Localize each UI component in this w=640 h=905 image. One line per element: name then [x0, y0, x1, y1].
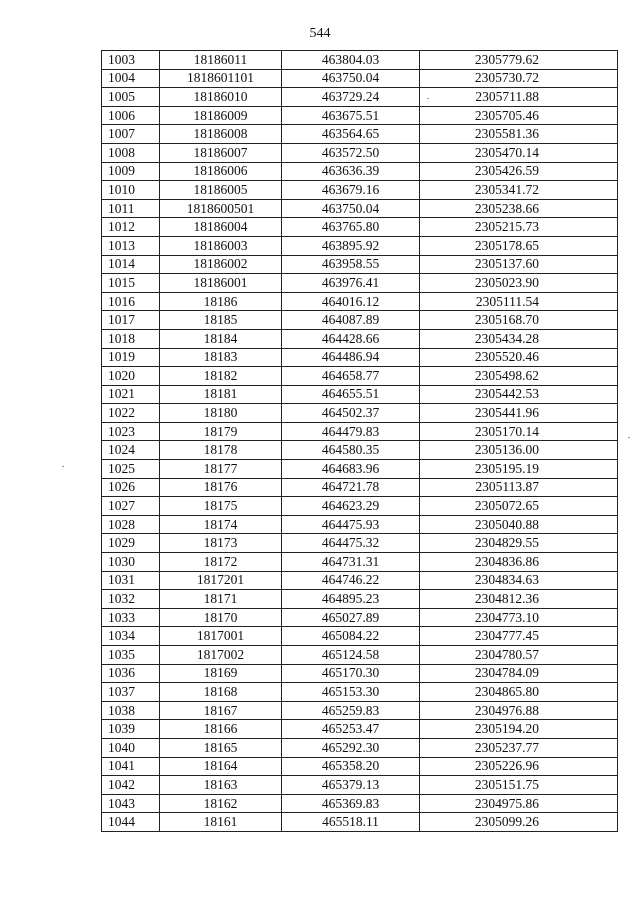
y-coordinate-cell: 2305099.26 — [420, 813, 618, 832]
point-id-cell: 18183 — [160, 348, 282, 367]
table-row — [102, 274, 618, 293]
x-coordinate-cell: 463679.16 — [282, 181, 420, 200]
y-coordinate-cell: 2305442.53 — [420, 385, 618, 404]
point-number-cell: 1036 — [102, 664, 160, 683]
point-id-cell: 18186 — [160, 292, 282, 311]
point-id-cell: 18165 — [160, 738, 282, 757]
table-row — [102, 236, 618, 255]
x-coordinate-cell: 463636.39 — [282, 162, 420, 181]
point-number-cell: 1015 — [102, 274, 160, 293]
table-row — [102, 367, 618, 386]
y-coordinate-cell: 2305470.14 — [420, 143, 618, 162]
y-coordinate-cell: 2305711.88 — [420, 88, 618, 107]
coordinates-table-body — [102, 51, 618, 832]
point-number-cell: 1023 — [102, 422, 160, 441]
table-row — [102, 162, 618, 181]
scan-speck — [628, 437, 630, 438]
y-coordinate-cell: 2305111.54 — [420, 292, 618, 311]
x-coordinate-cell: 464479.83 — [282, 422, 420, 441]
table-row — [102, 515, 618, 534]
x-coordinate-cell: 463895.92 — [282, 236, 420, 255]
point-id-cell: 18186001 — [160, 274, 282, 293]
x-coordinate-cell: 464623.29 — [282, 497, 420, 516]
table-row — [102, 646, 618, 665]
point-id-cell: 18181 — [160, 385, 282, 404]
point-number-cell: 1021 — [102, 385, 160, 404]
y-coordinate-cell: 2305238.66 — [420, 199, 618, 218]
point-number-cell: 1034 — [102, 627, 160, 646]
point-id-cell: 18186009 — [160, 106, 282, 125]
point-number-cell: 1007 — [102, 125, 160, 144]
x-coordinate-cell: 465259.83 — [282, 701, 420, 720]
y-coordinate-cell: 2305237.77 — [420, 738, 618, 757]
x-coordinate-cell: 464502.37 — [282, 404, 420, 423]
point-number-cell: 1039 — [102, 720, 160, 739]
point-id-cell: 18186010 — [160, 88, 282, 107]
point-id-cell: 18170 — [160, 608, 282, 627]
table-row — [102, 292, 618, 311]
x-coordinate-cell: 464016.12 — [282, 292, 420, 311]
x-coordinate-cell: 465153.30 — [282, 683, 420, 702]
table-row — [102, 255, 618, 274]
table-row — [102, 776, 618, 795]
point-number-cell: 1005 — [102, 88, 160, 107]
y-coordinate-cell: 2304829.55 — [420, 534, 618, 553]
point-id-cell: 18186005 — [160, 181, 282, 200]
x-coordinate-cell: 464655.51 — [282, 385, 420, 404]
table-row — [102, 69, 618, 88]
x-coordinate-cell: 465084.22 — [282, 627, 420, 646]
table-row — [102, 701, 618, 720]
y-coordinate-cell: 2304773.10 — [420, 608, 618, 627]
x-coordinate-cell: 465358.20 — [282, 757, 420, 776]
point-number-cell: 1013 — [102, 236, 160, 255]
point-number-cell: 1024 — [102, 441, 160, 460]
point-number-cell: 1030 — [102, 553, 160, 572]
point-id-cell: 18164 — [160, 757, 282, 776]
point-number-cell: 1014 — [102, 255, 160, 274]
table-row — [102, 608, 618, 627]
page-number: 544 — [309, 26, 331, 41]
table-row — [102, 181, 618, 200]
point-number-cell: 1025 — [102, 460, 160, 479]
x-coordinate-cell: 464731.31 — [282, 553, 420, 572]
y-coordinate-cell: 2305730.72 — [420, 69, 618, 88]
point-id-cell: 18174 — [160, 515, 282, 534]
x-coordinate-cell: 465379.13 — [282, 776, 420, 795]
point-id-cell: 18179 — [160, 422, 282, 441]
y-coordinate-cell: 2304777.45 — [420, 627, 618, 646]
x-coordinate-cell: 464683.96 — [282, 460, 420, 479]
y-coordinate-cell: 2304836.86 — [420, 553, 618, 572]
point-id-cell: 18186011 — [160, 51, 282, 70]
point-number-cell: 1044 — [102, 813, 160, 832]
point-number-cell: 1043 — [102, 794, 160, 813]
point-number-cell: 1022 — [102, 404, 160, 423]
table-row — [102, 218, 618, 237]
y-coordinate-cell: 2305170.14 — [420, 422, 618, 441]
y-coordinate-cell: 2305498.62 — [420, 367, 618, 386]
point-number-cell: 1041 — [102, 757, 160, 776]
point-id-cell: 18161 — [160, 813, 282, 832]
x-coordinate-cell: 465518.11 — [282, 813, 420, 832]
x-coordinate-cell: 463572.50 — [282, 143, 420, 162]
table-row — [102, 125, 618, 144]
table-row — [102, 757, 618, 776]
point-number-cell: 1018 — [102, 329, 160, 348]
point-id-cell: 18178 — [160, 441, 282, 460]
scan-speck — [427, 98, 429, 99]
point-number-cell: 1012 — [102, 218, 160, 237]
table-row — [102, 106, 618, 125]
x-coordinate-cell: 464475.32 — [282, 534, 420, 553]
y-coordinate-cell: 2305581.36 — [420, 125, 618, 144]
table-row — [102, 329, 618, 348]
point-id-cell: 18173 — [160, 534, 282, 553]
y-coordinate-cell: 2305136.00 — [420, 441, 618, 460]
table-row — [102, 794, 618, 813]
table-row — [102, 664, 618, 683]
table-row — [102, 738, 618, 757]
y-coordinate-cell: 2305426.59 — [420, 162, 618, 181]
x-coordinate-cell: 463564.65 — [282, 125, 420, 144]
point-number-cell: 1042 — [102, 776, 160, 795]
point-id-cell: 18186007 — [160, 143, 282, 162]
table-row — [102, 534, 618, 553]
table-row — [102, 571, 618, 590]
point-id-cell: 18176 — [160, 478, 282, 497]
y-coordinate-cell: 2304780.57 — [420, 646, 618, 665]
point-number-cell: 1037 — [102, 683, 160, 702]
point-number-cell: 1035 — [102, 646, 160, 665]
point-number-cell: 1027 — [102, 497, 160, 516]
point-number-cell: 1009 — [102, 162, 160, 181]
y-coordinate-cell: 2304784.09 — [420, 664, 618, 683]
y-coordinate-cell: 2305226.96 — [420, 757, 618, 776]
point-number-cell: 1038 — [102, 701, 160, 720]
point-id-cell: 18186006 — [160, 162, 282, 181]
y-coordinate-cell: 2305023.90 — [420, 274, 618, 293]
point-id-cell: 18185 — [160, 311, 282, 330]
table-row — [102, 385, 618, 404]
point-id-cell: 1817201 — [160, 571, 282, 590]
table-row — [102, 348, 618, 367]
point-id-cell: 18175 — [160, 497, 282, 516]
y-coordinate-cell: 2305779.62 — [420, 51, 618, 70]
x-coordinate-cell: 464486.94 — [282, 348, 420, 367]
x-coordinate-cell: 463675.51 — [282, 106, 420, 125]
table-row — [102, 88, 618, 107]
table-row — [102, 497, 618, 516]
y-coordinate-cell: 2305194.20 — [420, 720, 618, 739]
x-coordinate-cell: 463804.03 — [282, 51, 420, 70]
x-coordinate-cell: 465170.30 — [282, 664, 420, 683]
x-coordinate-cell: 464580.35 — [282, 441, 420, 460]
x-coordinate-cell: 465027.89 — [282, 608, 420, 627]
x-coordinate-cell: 463958.55 — [282, 255, 420, 274]
point-id-cell: 18184 — [160, 329, 282, 348]
y-coordinate-cell: 2305520.46 — [420, 348, 618, 367]
point-number-cell: 1028 — [102, 515, 160, 534]
y-coordinate-cell: 2305151.75 — [420, 776, 618, 795]
x-coordinate-cell: 465124.58 — [282, 646, 420, 665]
point-id-cell: 18177 — [160, 460, 282, 479]
x-coordinate-cell: 465369.83 — [282, 794, 420, 813]
table-row — [102, 627, 618, 646]
point-number-cell: 1016 — [102, 292, 160, 311]
y-coordinate-cell: 2304976.88 — [420, 701, 618, 720]
point-id-cell: 18186003 — [160, 236, 282, 255]
y-coordinate-cell: 2305168.70 — [420, 311, 618, 330]
x-coordinate-cell: 465292.30 — [282, 738, 420, 757]
point-number-cell: 1033 — [102, 608, 160, 627]
point-number-cell: 1040 — [102, 738, 160, 757]
table-row — [102, 441, 618, 460]
table-row — [102, 143, 618, 162]
point-number-cell: 1010 — [102, 181, 160, 200]
y-coordinate-cell: 2305178.65 — [420, 236, 618, 255]
y-coordinate-cell: 2305072.65 — [420, 497, 618, 516]
point-id-cell: 1817002 — [160, 646, 282, 665]
x-coordinate-cell: 463750.04 — [282, 69, 420, 88]
table-row — [102, 422, 618, 441]
point-id-cell: 18162 — [160, 794, 282, 813]
point-id-cell: 18168 — [160, 683, 282, 702]
x-coordinate-cell: 464746.22 — [282, 571, 420, 590]
point-number-cell: 1029 — [102, 534, 160, 553]
point-id-cell: 18180 — [160, 404, 282, 423]
y-coordinate-cell: 2305341.72 — [420, 181, 618, 200]
x-coordinate-cell: 465253.47 — [282, 720, 420, 739]
table-row — [102, 311, 618, 330]
y-coordinate-cell: 2304834.63 — [420, 571, 618, 590]
point-id-cell: 18186004 — [160, 218, 282, 237]
x-coordinate-cell: 464475.93 — [282, 515, 420, 534]
y-coordinate-cell: 2304865.80 — [420, 683, 618, 702]
point-number-cell: 1026 — [102, 478, 160, 497]
table-row — [102, 590, 618, 609]
point-id-cell: 18186002 — [160, 255, 282, 274]
y-coordinate-cell: 2305215.73 — [420, 218, 618, 237]
point-id-cell: 1817001 — [160, 627, 282, 646]
point-id-cell: 1818600501 — [160, 199, 282, 218]
point-id-cell: 18172 — [160, 553, 282, 572]
point-id-cell: 18163 — [160, 776, 282, 795]
y-coordinate-cell: 2305137.60 — [420, 255, 618, 274]
point-id-cell: 18186008 — [160, 125, 282, 144]
point-number-cell: 1019 — [102, 348, 160, 367]
point-number-cell: 1031 — [102, 571, 160, 590]
x-coordinate-cell: 463976.41 — [282, 274, 420, 293]
table-row — [102, 404, 618, 423]
table-row — [102, 813, 618, 832]
table-row — [102, 553, 618, 572]
y-coordinate-cell: 2304812.36 — [420, 590, 618, 609]
table-row — [102, 460, 618, 479]
scan-speck — [62, 466, 64, 467]
x-coordinate-cell: 464087.89 — [282, 311, 420, 330]
point-number-cell: 1006 — [102, 106, 160, 125]
y-coordinate-cell: 2305195.19 — [420, 460, 618, 479]
point-id-cell: 18182 — [160, 367, 282, 386]
y-coordinate-cell: 2304975.86 — [420, 794, 618, 813]
point-id-cell: 18166 — [160, 720, 282, 739]
y-coordinate-cell: 2305705.46 — [420, 106, 618, 125]
table-row — [102, 683, 618, 702]
coordinates-table — [101, 50, 618, 832]
y-coordinate-cell: 2305113.87 — [420, 478, 618, 497]
point-id-cell: 18171 — [160, 590, 282, 609]
point-number-cell: 1004 — [102, 69, 160, 88]
x-coordinate-cell: 464428.66 — [282, 329, 420, 348]
x-coordinate-cell: 463729.24 — [282, 88, 420, 107]
point-number-cell: 1020 — [102, 367, 160, 386]
y-coordinate-cell: 2305040.88 — [420, 515, 618, 534]
y-coordinate-cell: 2305441.96 — [420, 404, 618, 423]
point-number-cell: 1003 — [102, 51, 160, 70]
point-number-cell: 1017 — [102, 311, 160, 330]
point-number-cell: 1011 — [102, 199, 160, 218]
x-coordinate-cell: 464721.78 — [282, 478, 420, 497]
x-coordinate-cell: 463750.04 — [282, 199, 420, 218]
point-id-cell: 18169 — [160, 664, 282, 683]
x-coordinate-cell: 463765.80 — [282, 218, 420, 237]
y-coordinate-cell: 2305434.28 — [420, 329, 618, 348]
x-coordinate-cell: 464895.23 — [282, 590, 420, 609]
x-coordinate-cell: 464658.77 — [282, 367, 420, 386]
table-row — [102, 720, 618, 739]
table-row — [102, 199, 618, 218]
point-number-cell: 1032 — [102, 590, 160, 609]
point-number-cell: 1008 — [102, 143, 160, 162]
table-row — [102, 51, 618, 70]
table-row — [102, 478, 618, 497]
point-id-cell: 1818601101 — [160, 69, 282, 88]
point-id-cell: 18167 — [160, 701, 282, 720]
